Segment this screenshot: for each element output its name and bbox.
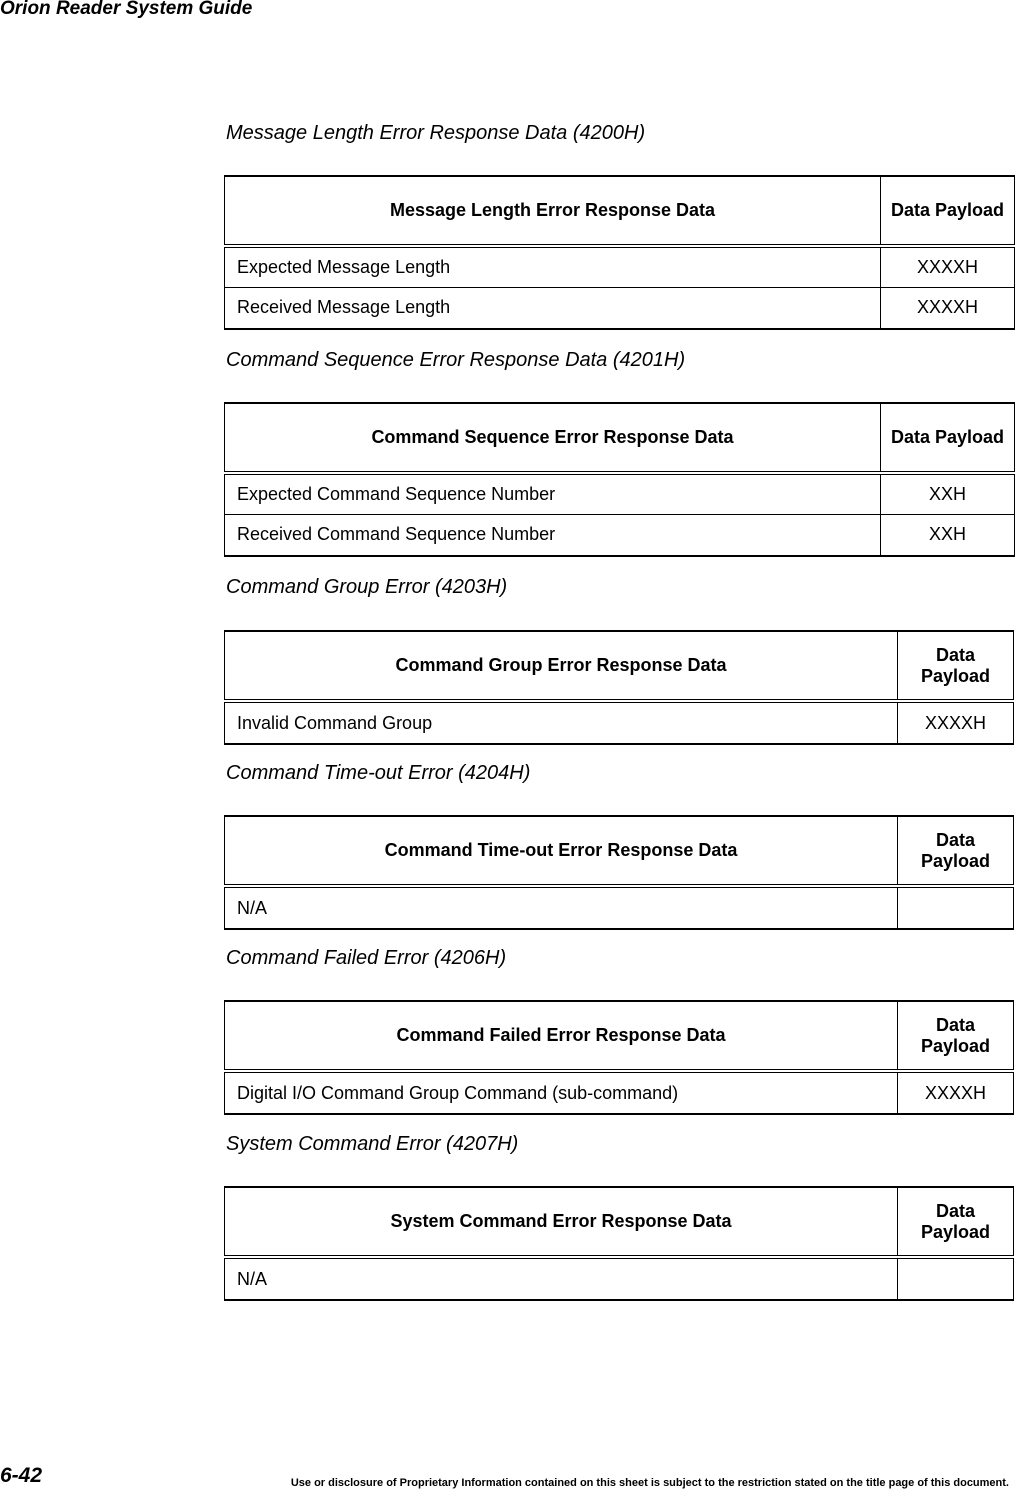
row-payload-cell xyxy=(898,1257,1014,1300)
row-payload-cell: XXXXH xyxy=(881,287,1015,329)
table-header-row xyxy=(225,1187,1014,1257)
row-description-cell: Digital I/O Command Group Command (sub-command) xyxy=(225,1071,898,1114)
row-payload-cell: XXXXH xyxy=(881,246,1015,287)
table-row xyxy=(225,886,1014,929)
row-payload-cell xyxy=(898,886,1014,929)
row-description-cell: Expected Command Sequence Number xyxy=(225,473,881,514)
column-header-payload: Data Payload xyxy=(898,816,1014,886)
row-description-cell: Received Message Length xyxy=(225,287,881,329)
column-header-payload: Data Payload xyxy=(881,176,1015,246)
column-header-description: Command Group Error Response Data xyxy=(225,631,898,701)
row-payload-cell: XXH xyxy=(881,473,1015,514)
section-title: Command Failed Error (4206H) xyxy=(226,947,507,969)
error-response-table xyxy=(224,1186,1014,1301)
section-title: Message Length Error Response Data (4200H) xyxy=(226,122,646,144)
table-row xyxy=(225,514,1015,556)
column-header-payload: Data Payload xyxy=(898,631,1014,701)
column-header-payload: Data Payload xyxy=(898,1187,1014,1257)
row-description-cell: Invalid Command Group xyxy=(225,701,898,744)
table-header-row xyxy=(225,1001,1014,1071)
section-title: Command Group Error (4203H) xyxy=(226,576,508,598)
row-description-cell: N/A xyxy=(225,886,898,929)
row-payload-cell: XXXXH xyxy=(898,1071,1014,1114)
section-title: System Command Error (4207H) xyxy=(226,1133,519,1155)
section-title: Command Time-out Error (4204H) xyxy=(226,762,531,784)
column-header-payload: Data Payload xyxy=(898,1001,1014,1071)
row-description-cell: Expected Message Length xyxy=(225,246,881,287)
proprietary-notice: Use or disclosure of Proprietary Information contained on this sheet is subject to the restriction stated on the title page of this document. xyxy=(290,1477,1009,1489)
row-payload-cell: XXH xyxy=(881,514,1015,556)
table-row xyxy=(225,1071,1014,1114)
column-header-description: Command Sequence Error Response Data xyxy=(225,403,881,473)
column-header-description: System Command Error Response Data xyxy=(225,1187,898,1257)
column-header-description: Command Failed Error Response Data xyxy=(225,1001,898,1071)
error-response-table xyxy=(224,630,1014,745)
table-row xyxy=(225,246,1015,287)
error-response-table xyxy=(224,815,1014,930)
table-row xyxy=(225,287,1015,329)
row-description-cell: Received Command Sequence Number xyxy=(225,514,881,556)
table-row xyxy=(225,473,1015,514)
column-header-payload: Data Payload xyxy=(881,403,1015,473)
error-response-table xyxy=(224,1000,1014,1115)
column-header-description: Command Time-out Error Response Data xyxy=(225,816,898,886)
running-header-title: Orion Reader System Guide xyxy=(0,0,253,19)
page-number: 6-42 xyxy=(0,1464,43,1487)
table-header-row xyxy=(225,403,1015,473)
table-row xyxy=(225,701,1014,744)
table-header-row xyxy=(225,176,1015,246)
row-description-cell: N/A xyxy=(225,1257,898,1300)
table-header-row xyxy=(225,631,1014,701)
error-response-table xyxy=(224,402,1015,557)
section-title: Command Sequence Error Response Data (4201H) xyxy=(226,349,686,371)
error-response-table xyxy=(224,175,1015,330)
table-header-row xyxy=(225,816,1014,886)
row-payload-cell: XXXXH xyxy=(898,701,1014,744)
table-row xyxy=(225,1257,1014,1300)
column-header-description: Message Length Error Response Data xyxy=(225,176,881,246)
